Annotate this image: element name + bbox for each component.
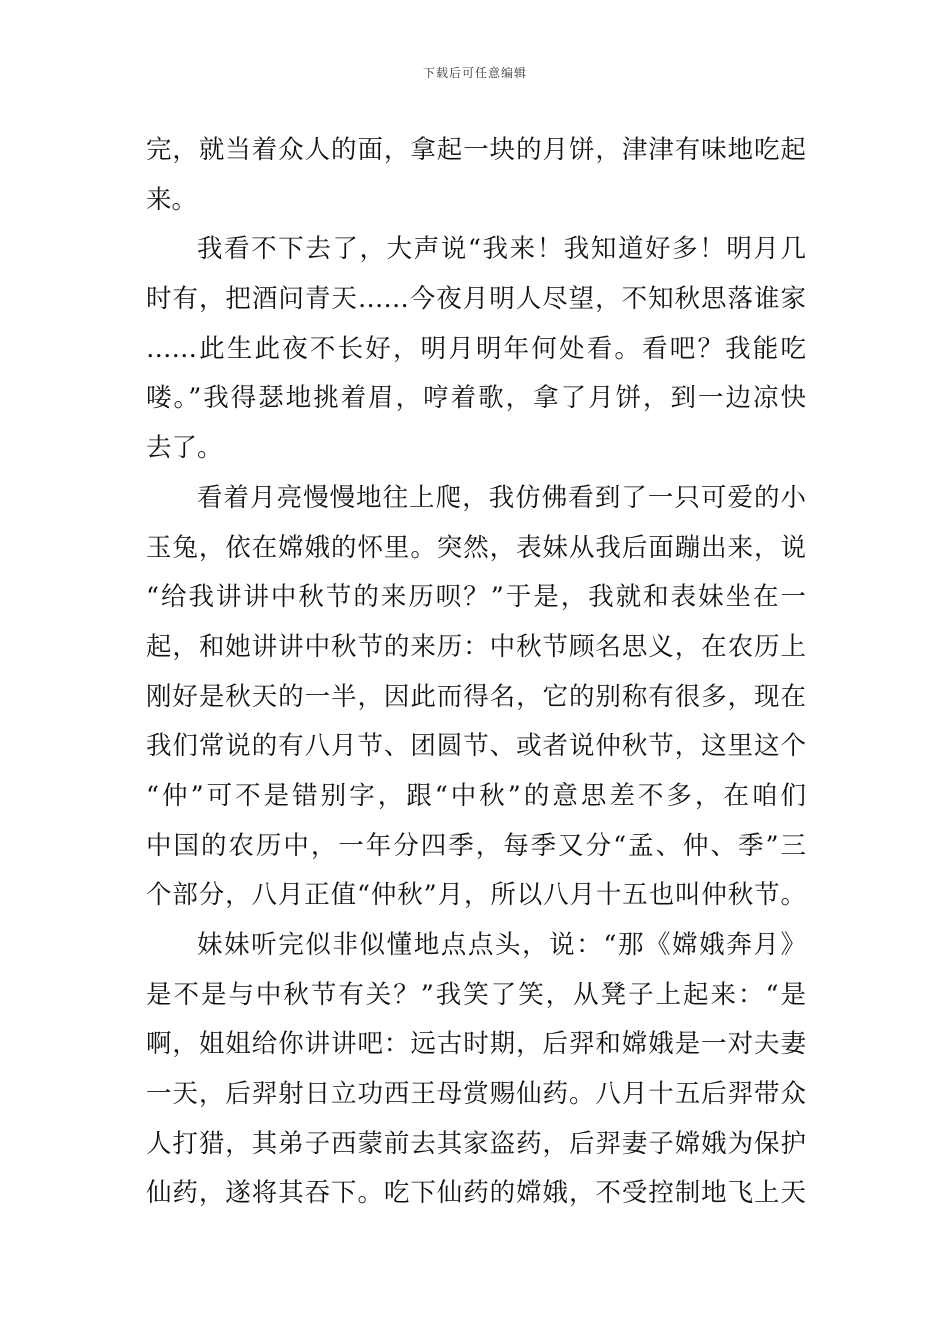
- text-line: 来。: [146, 184, 198, 215]
- text-line: 中国的农历中，一年分四季，每季又分“孟、仲、季”三: [146, 830, 806, 861]
- text-line: 起，和她讲讲中秋节的来历：中秋节顾名思义，在农历上: [146, 631, 806, 662]
- text-line: 仙药，遂将其吞下。吃下仙药的嫦娥，不受控制地飞上天: [146, 1178, 806, 1209]
- text-line: ……此生此夜不长好，明月明年何处看。看吧？我能吃: [146, 333, 806, 364]
- text-line: 玉兔，依在嫦娥的怀里。突然，表妹从我后面蹦出来，说: [146, 532, 806, 563]
- text-line: 完，就当着众人的面，拿起一块的月饼，津津有味地吃起: [146, 135, 806, 165]
- text-line: 妹妹听完似非似懂地点点头，说：“那《嫦娥奔月》: [197, 930, 806, 960]
- text-line: 啊，姐姐给你讲讲吧：远古时期，后羿和嫦娥是一对夫妻: [146, 1029, 806, 1060]
- text-line: 我们常说的有八月节、团圆节、或者说仲秋节，这里这个: [146, 731, 806, 762]
- text-line: 个部分，八月正值“仲秋”月，所以八月十五也叫仲秋节。: [146, 880, 806, 911]
- text-line: 看着月亮慢慢地往上爬，我仿佛看到了一只可爱的小: [197, 482, 806, 513]
- text-line: 我看不下去了，大声说“我来！我知道好多！明月几: [197, 234, 806, 265]
- text-line: 刚好是秋天的一半，因此而得名，它的别称有很多，现在: [146, 681, 806, 712]
- text-line: “给我讲讲中秋节的来历呗？”于是，我就和表妹坐在一: [146, 582, 806, 613]
- text-line: “仲”可不是错别字，跟“中秋”的意思差不多，在咱们: [146, 780, 806, 811]
- page-header: 下载后可任意编辑: [422, 66, 527, 80]
- text-line: 时有，把酒问青天……今夜月明人尽望，不知秋思落谁家: [146, 284, 806, 315]
- text-line: 一天，后羿射日立功西王母赏赐仙药。八月十五后羿带众: [146, 1079, 806, 1110]
- text-line: 是不是与中秋节有关？”我笑了笑，从凳子上起来：“是: [146, 979, 806, 1010]
- body-text: [146, 126, 806, 1219]
- text-line: 喽。”我得瑟地挑着眉，哼着歌，拿了月饼，到一边凉快: [146, 383, 806, 414]
- text-line: 去了。: [146, 433, 223, 464]
- text-line: 人打猎，其弟子西蒙前去其家盗药，后羿妻子嫦娥为保护: [146, 1128, 806, 1159]
